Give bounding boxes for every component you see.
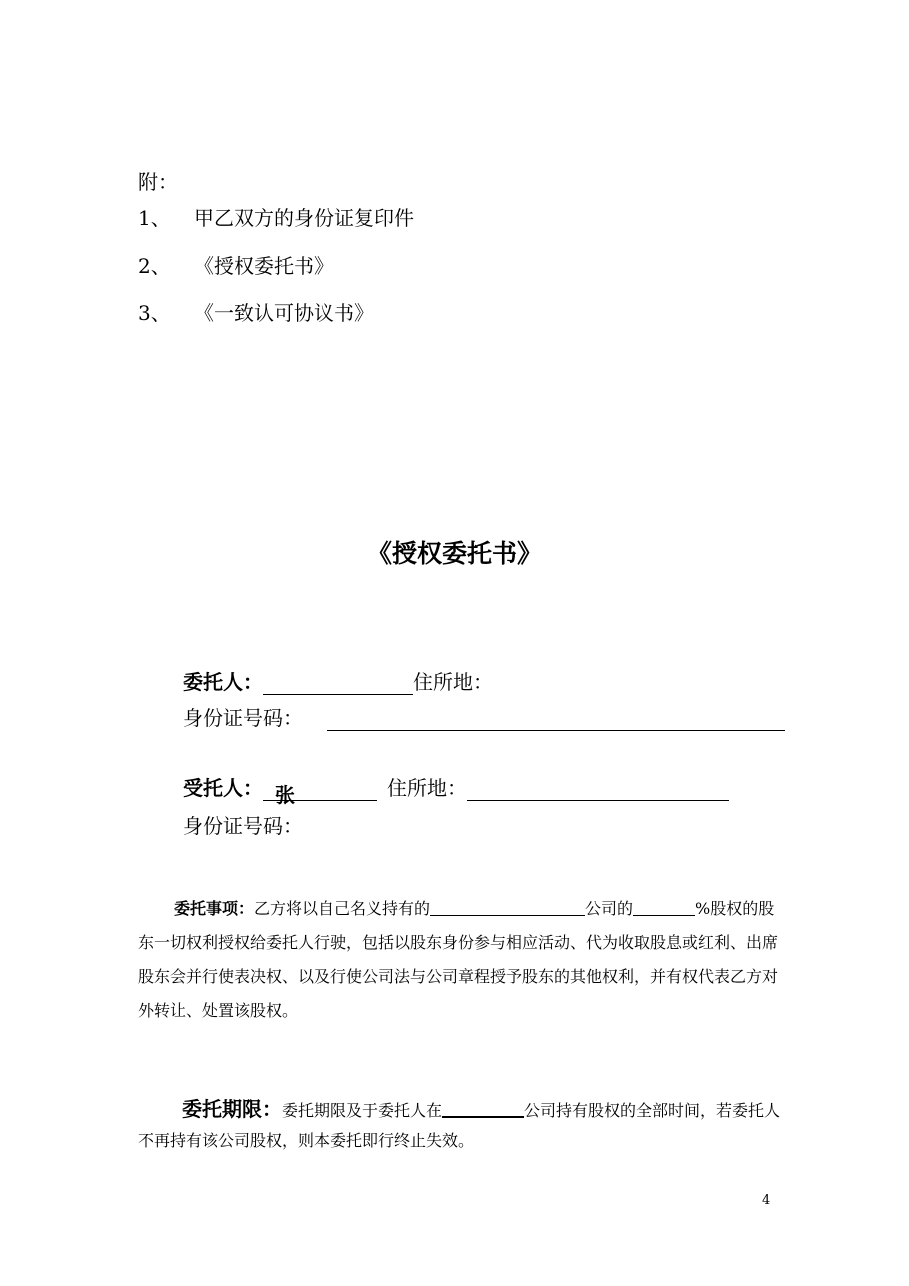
agent-row xyxy=(183,772,729,807)
agent-id-row xyxy=(183,810,303,839)
agent-address-blank xyxy=(467,778,729,801)
document-title: 《授权委托书》 xyxy=(366,539,542,568)
principal-row xyxy=(183,666,493,695)
annex-item-text: 甲乙双方的身份证复印件 xyxy=(194,206,414,230)
annex-item-text: 《一致认可协议书》 xyxy=(194,301,374,325)
term-text: 委托期限及于委托人在 xyxy=(282,1101,443,1120)
matters-text: 公司的 xyxy=(585,899,634,918)
matters-label: 委托事项： xyxy=(174,899,255,918)
page-number: 4 xyxy=(762,1193,771,1208)
term-company-blank xyxy=(442,1098,524,1118)
annex-item-number: 2、 xyxy=(138,254,171,278)
principal-id-row xyxy=(183,702,785,731)
principal-address-label: 住所地： xyxy=(413,670,493,694)
annex-heading: 附： xyxy=(138,170,178,194)
annex-item-2 xyxy=(138,250,334,279)
agent-name: 张 xyxy=(263,779,377,801)
principal-label: 委托人： xyxy=(183,670,263,694)
term-text: 公司持有股权的全部时间，若委托人不再持有该公司股权，则本委托即行终止失效。 xyxy=(138,1101,781,1150)
annex-item-text: 《授权委托书》 xyxy=(194,254,334,278)
annex-item-3 xyxy=(138,297,374,326)
company-blank xyxy=(430,897,585,916)
principal-id-label: 身份证号码： xyxy=(183,706,303,730)
matters-text: %股权的股东一切权利授权给委托人行驶，包括以股东身份参与相应活动、代为收取股息或红利、出席股东会并行使表决权、以及行使公司法与公司章程授予股东的其他权利，并有权代表乙方对外转让、处置该股权。 xyxy=(138,899,779,1020)
annex-item-1 xyxy=(138,202,414,231)
agent-label: 受托人： xyxy=(183,776,263,800)
principal-name-blank xyxy=(263,672,413,695)
term-paragraph xyxy=(138,1094,783,1156)
matters-text: 乙方将以自己名义持有的 xyxy=(254,899,431,918)
principal-id-blank xyxy=(327,708,785,731)
annex-item-number: 1、 xyxy=(138,206,171,230)
annex-item-number: 3、 xyxy=(138,301,171,325)
matters-paragraph xyxy=(138,892,778,1028)
agent-id-label: 身份证号码： xyxy=(183,814,303,838)
percent-blank xyxy=(633,897,695,916)
agent-address-label: 住所地： xyxy=(387,776,467,800)
term-label: 委托期限： xyxy=(182,1097,282,1121)
